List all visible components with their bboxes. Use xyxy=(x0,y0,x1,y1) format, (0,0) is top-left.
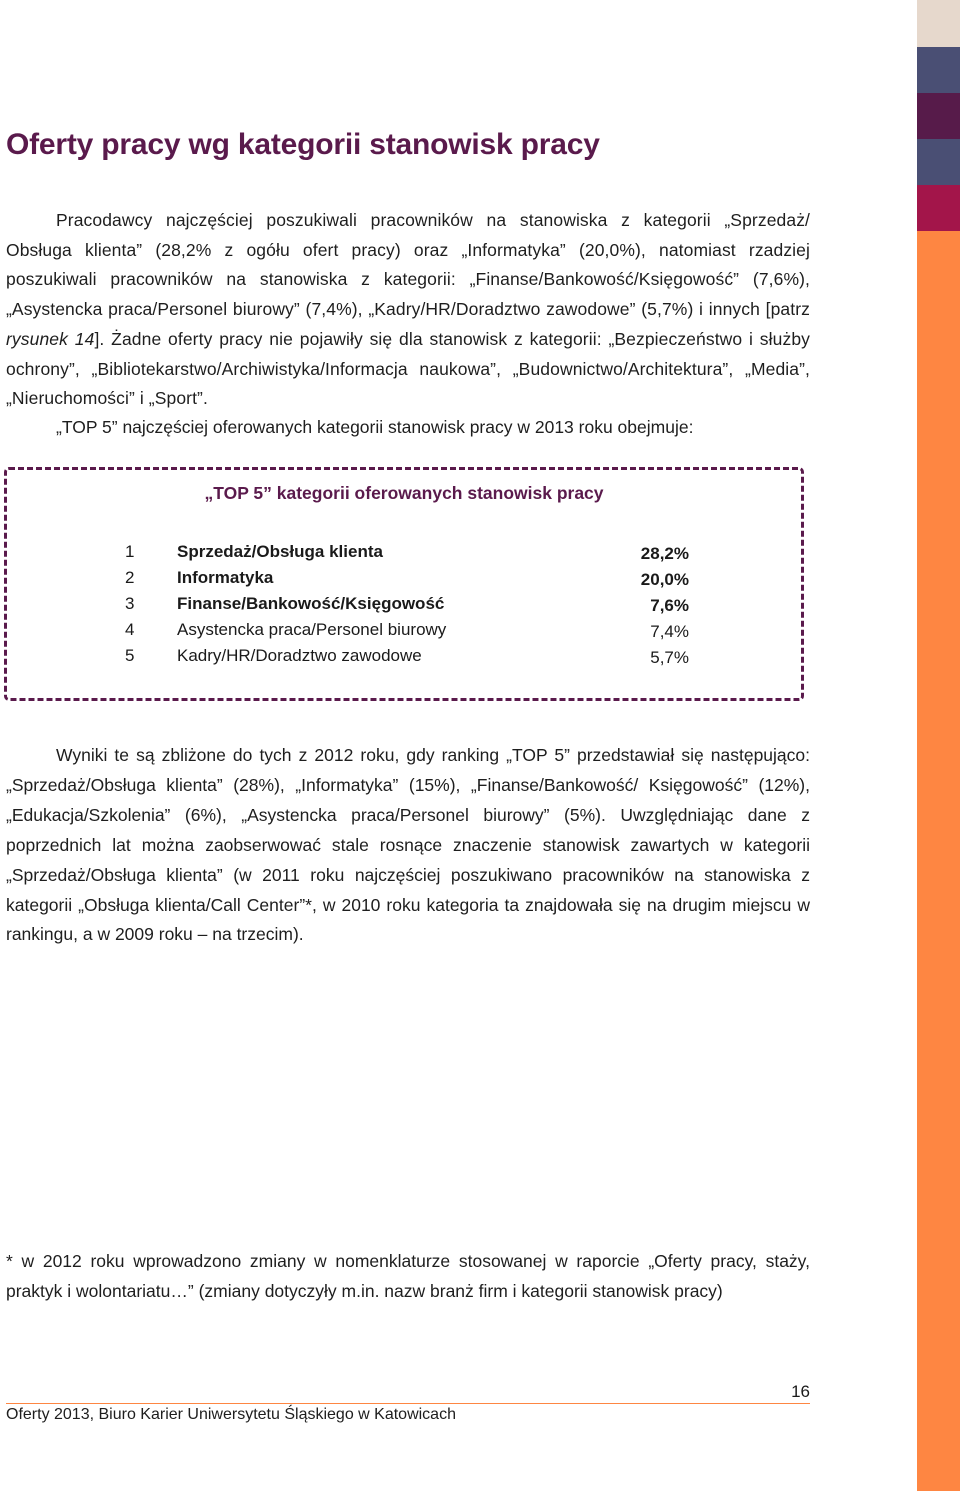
sidebar-segment-orange xyxy=(917,231,960,1491)
rank-number: 4 xyxy=(125,620,135,639)
footer-divider xyxy=(6,1403,810,1404)
decorative-sidebar xyxy=(917,0,960,1491)
sidebar-segment-slate-2 xyxy=(917,139,960,185)
category-name: Asystencka praca/Personel biurowy xyxy=(177,620,447,639)
category-name: Finanse/Bankowość/Księgowość xyxy=(177,594,445,613)
page-title: Oferty pracy wg kategorii stanowisk pracy xyxy=(6,128,600,161)
results-paragraph: Wyniki te są zbliżone do tych z 2012 roku, gdy ranking „TOP 5” przedstawiał się następująco: „Sprzedaż/Obsługa klienta” (28%), „Informatyka” (15%), „Finanse/Bankowość/ Księgowość” (12%), „Edukacja/Szkolenia” (6%), „Asystencka praca/Personel biurowy” (5%). Uwzględniając dane z poprzednich lat można zaobserwować stale rosnące znaczenie stanowisk zawartych w kategorii „Sprzedaż/Obsługa klienta” (w 2011 roku najczęściej poszukiwano pracowników na stanowiska z kategorii „Obsługa klienta/Call Center”*, w 2010 roku kategoria ta znajdowała się na drugim miejscu w rankingu, a w 2009 roku – na trzecim). xyxy=(6,745,810,945)
category-percent: 20,0% xyxy=(640,570,689,589)
sidebar-segment-plum xyxy=(917,93,960,139)
category-name: Kadry/HR/Doradztwo zawodowe xyxy=(177,646,422,665)
intro-text-1: Pracodawcy najczęściej poszukiwali pracowników na stanowiska z kategorii „Sprzedaż/ Obsługa klienta” (28,2% z ogółu ofert pracy) oraz „Informatyka” (20,0%), natomiast rzadziej poszukiwali pracowników na stanowiska z kategorii: „Finanse/Bankowość/Księgowość” (7,6%), „Asystencka praca/Personel biurowy” (7,4%), „Kadry/HR/Doradztwo zawodowe” (5,7%) i innych [patrz xyxy=(6,210,810,320)
rank-number: 5 xyxy=(125,646,135,665)
rank-number: 1 xyxy=(125,542,135,561)
category-name: Informatyka xyxy=(177,568,274,587)
top5-box xyxy=(4,467,804,701)
ranking-row xyxy=(7,568,807,594)
category-percent: 5,7% xyxy=(650,648,689,667)
footer-text: Oferty 2013, Biuro Karier Uniwersytetu Śląskiego w Katowicach xyxy=(6,1406,456,1423)
sidebar-segment-beige xyxy=(917,0,960,47)
figure-reference: rysunek 14 xyxy=(6,328,95,349)
category-percent: 7,4% xyxy=(650,622,689,641)
top5-box-title: „TOP 5” kategorii oferowanych stanowisk pracy xyxy=(204,483,604,503)
category-percent: 28,2% xyxy=(640,544,689,563)
ranking-row xyxy=(7,542,807,568)
page-number: 16 xyxy=(791,1382,810,1401)
rank-number: 3 xyxy=(125,594,135,613)
ranking-row xyxy=(7,620,807,646)
sidebar-segment-slate xyxy=(917,47,960,93)
category-percent: 7,6% xyxy=(650,596,689,615)
intro-text-2: ]. Żadne oferty pracy nie pojawiły się dla stanowisk z kategorii: „Bezpieczeństwo i służby ochrony”, „Bibliotekarstwo/Archiwistyka/Informacja naukowa”, „Budownictwo/Architektura”, „Media”, „Nieruchomości” i „Sport”. xyxy=(6,328,810,409)
category-name: Sprzedaż/Obsługa klienta xyxy=(177,542,383,561)
sidebar-segment-crimson xyxy=(917,185,960,231)
footnote: * w 2012 roku wprowadzono zmiany w nomenklaturze stosowanej w raporcie „Oferty pracy, staży, praktyk i wolontariatu…” (zmiany dotyczyły m.in. nazw branż firm i kategorii stanowisk pracy) xyxy=(6,1251,810,1301)
rank-number: 2 xyxy=(125,568,135,587)
intro-paragraph xyxy=(6,206,810,414)
ranking-row xyxy=(7,646,807,672)
top5-intro: „TOP 5” najczęściej oferowanych kategorii stanowisk pracy w 2013 roku obejmuje: xyxy=(56,417,694,437)
ranking-row xyxy=(7,594,807,620)
